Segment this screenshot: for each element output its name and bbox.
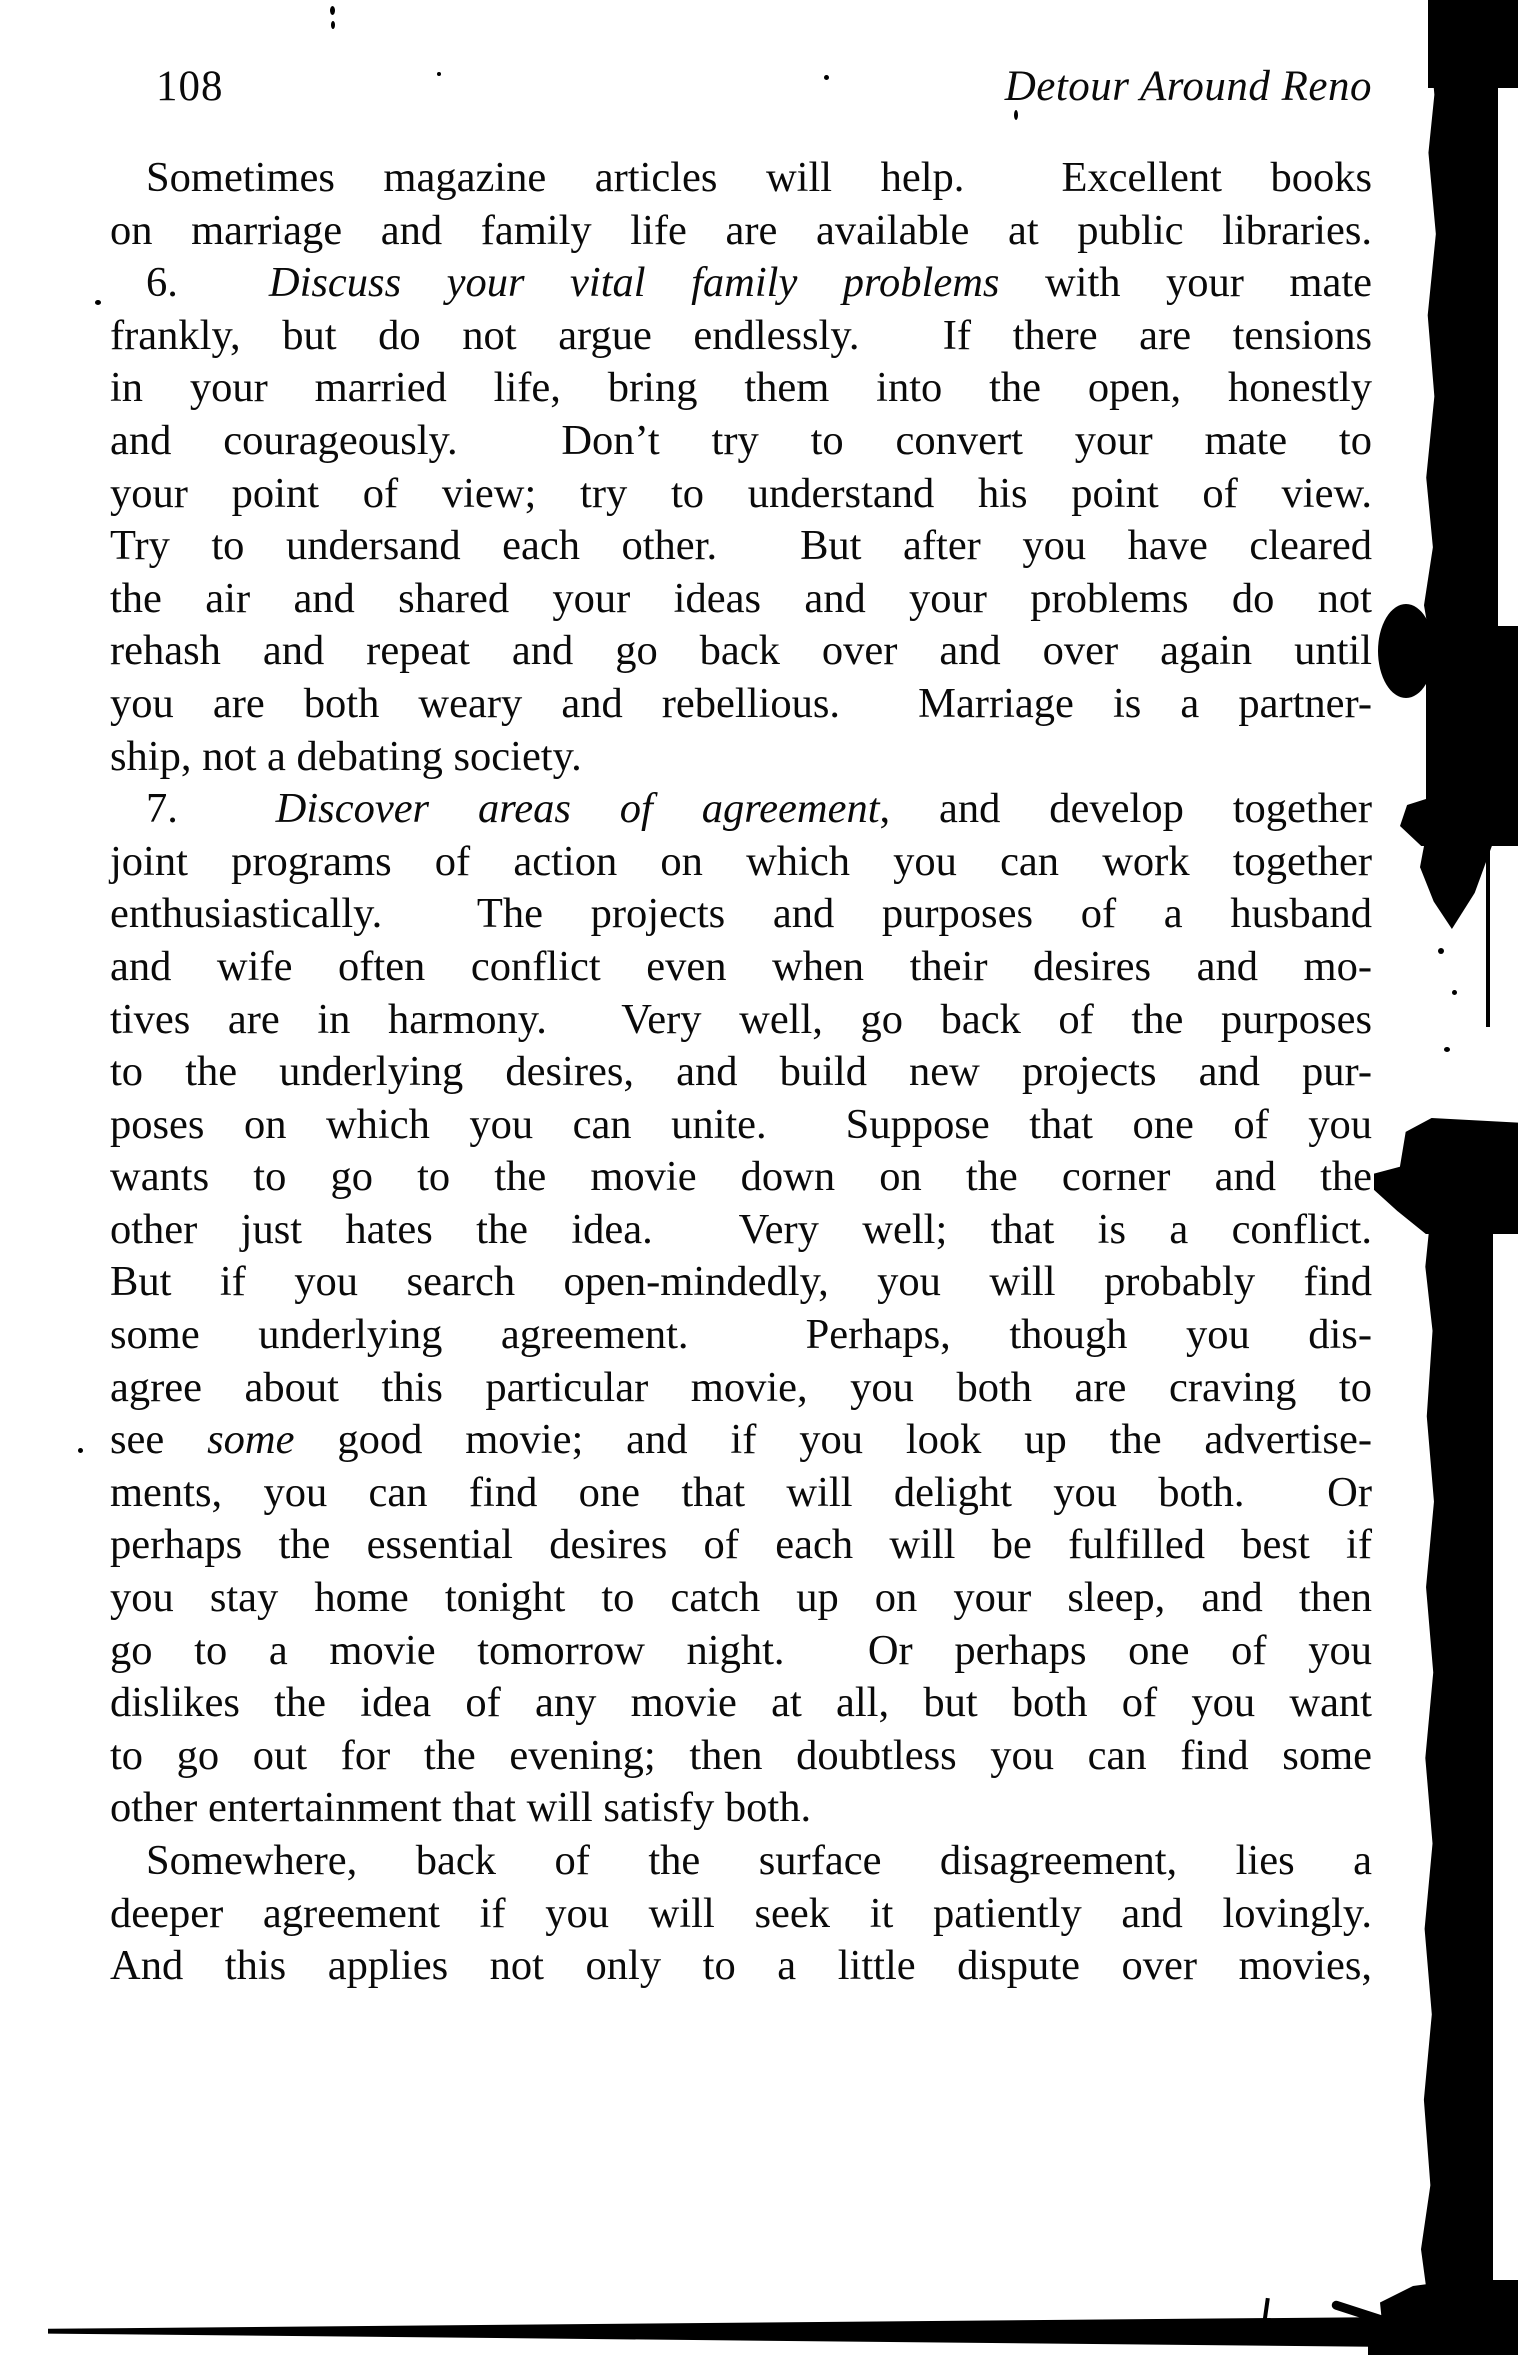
text-line: [110, 1256, 1372, 1309]
text-block: [110, 152, 1372, 1993]
scan-artifact-ink-blob-upper: [1378, 604, 1434, 698]
body-text: your point of view; try to understand his point of view.: [110, 469, 1372, 517]
dust-speck: [1014, 110, 1018, 120]
page-number: 108: [156, 63, 224, 110]
page-header: [110, 62, 1372, 112]
text-line: [110, 783, 1372, 836]
body-text: see: [110, 1416, 208, 1464]
body-text: good movie; and if you look up the advertise-: [294, 1416, 1372, 1464]
body-text: some underlying agreement. Perhaps, though you dis-: [110, 1311, 1372, 1359]
body-text: ship, not a debating society.: [110, 732, 582, 780]
text-line: [110, 573, 1372, 626]
text-line: [110, 625, 1372, 678]
text-line: [110, 1940, 1372, 1993]
body-text: in your married life, bring them into the open, honestly: [110, 364, 1372, 412]
text-line: [110, 257, 1372, 310]
body-text: tives are in harmony. Very well, go back of the purposes: [110, 995, 1372, 1043]
scan-artifact-lower-band: [1421, 1224, 1493, 2292]
body-text: deeper agreement if you will seek it patiently and lovingly.: [110, 1889, 1372, 1937]
body-text: 6.: [146, 259, 269, 307]
scan-artifact-mid-band: [1426, 626, 1518, 804]
body-text: with your mate: [999, 259, 1373, 307]
body-text: rehash and repeat and go back over and over again until: [110, 627, 1372, 675]
text-line: [110, 1151, 1372, 1204]
body-text: wants to go to the movie down on the corner and the: [110, 1153, 1372, 1201]
body-text: poses on which you can unite. Suppose that one of you: [110, 1100, 1372, 1148]
body-text: the air and shared your ideas and your problems do not: [110, 574, 1372, 622]
body-text: Somewhere, back of the surface disagreement, lies a: [146, 1837, 1372, 1884]
body-text: on marriage and family life are available at public libraries.: [110, 206, 1372, 254]
text-line: [110, 1888, 1372, 1941]
text-line: [110, 1414, 1372, 1467]
running-title: Detour Around Reno: [1004, 63, 1372, 110]
text-line: [110, 1677, 1372, 1730]
italic-text: Discover areas of agreement: [275, 785, 880, 833]
dust-speck: [78, 1448, 83, 1453]
body-text: Sometimes magazine articles will help. Excellent books: [146, 154, 1372, 201]
text-line: [110, 678, 1372, 731]
text-line: [110, 1046, 1372, 1099]
text-line: [110, 1730, 1372, 1783]
paragraph: [110, 783, 1372, 1835]
scan-artifact-bottom-rule: [48, 2316, 1432, 2348]
text-line: [110, 310, 1372, 363]
text-line: [110, 1099, 1372, 1152]
text-line: [110, 836, 1372, 889]
italic-text: some: [207, 1416, 295, 1464]
body-text: and courageously. Don’t try to convert your mate to: [110, 416, 1372, 464]
body-text: 7.: [146, 785, 276, 833]
paragraph: [110, 1835, 1372, 1993]
body-text: perhaps the essential desires of each will be fulfilled best if: [110, 1521, 1372, 1569]
paragraph: [110, 152, 1372, 257]
body-text: And this applies not only to a little dispute over movies,: [110, 1942, 1372, 1990]
text-line: [110, 415, 1372, 468]
body-text: to the underlying desires, and build new projects and pur-: [110, 1048, 1372, 1096]
scan-artifact-ink-blob-lower: [1374, 1118, 1518, 1234]
text-line: [110, 1835, 1372, 1888]
scan-artifact-thin-line: [1486, 845, 1490, 1027]
text-line: [110, 205, 1372, 258]
dust-speck: [1444, 1047, 1450, 1052]
body-text: Try to undersand each other. But after you have cleared: [110, 522, 1372, 570]
body-text: other just hates the idea. Very well; that is a conflict.: [110, 1205, 1372, 1253]
dust-speck: [331, 21, 335, 29]
text-line: [110, 1204, 1372, 1257]
text-line: [110, 994, 1372, 1047]
body-text: go to a movie tomorrow night. Or perhaps one of you: [110, 1626, 1372, 1674]
text-line: [110, 1782, 1372, 1835]
text-line: [110, 362, 1372, 415]
scan-artifact-mid-flare: [1400, 796, 1518, 846]
body-text: dislikes the idea of any movie at all, but both of you want: [110, 1679, 1372, 1727]
body-text: ments, you can find one that will delight you both. Or: [110, 1468, 1372, 1516]
text-line: [110, 1625, 1372, 1678]
text-line: [110, 152, 1372, 205]
text-line: [110, 888, 1372, 941]
body-text: frankly, but do not argue endlessly. If there are tensions: [110, 311, 1372, 359]
scan-artifact-taper: [1420, 843, 1496, 929]
text-line: [110, 1519, 1372, 1572]
text-line: [110, 941, 1372, 994]
dust-speck: [95, 300, 101, 305]
italic-text: Discuss your vital family problems: [268, 259, 1000, 307]
text-line: [110, 520, 1372, 573]
body-text: other entertainment that will satisfy both.: [110, 1784, 812, 1832]
body-text: But if you search open-mindedly, you will probably find: [110, 1258, 1372, 1306]
paragraph: [110, 257, 1372, 783]
text-line: [110, 731, 1372, 784]
scan-artifact-upper-band: [1424, 60, 1498, 640]
body-text: you stay home tonight to catch up on your sleep, and then: [110, 1574, 1372, 1622]
body-text: to go out for the evening; then doubtless you can find some: [110, 1731, 1372, 1779]
dust-speck: [824, 75, 829, 80]
body-text: agree about this particular movie, you both are craving to: [110, 1363, 1372, 1411]
body-text: joint programs of action on which you can work together: [110, 837, 1372, 885]
text-line: [110, 1572, 1372, 1625]
text-line: [110, 468, 1372, 521]
text-line: [110, 1309, 1372, 1362]
body-text: enthusiastically. The projects and purposes of a husband: [110, 890, 1372, 938]
dust-speck: [1438, 948, 1444, 954]
dust-speck: [1452, 990, 1457, 995]
body-text: you are both weary and rebellious. Marriage is a partner-: [110, 679, 1372, 727]
body-text: , and develop together: [879, 785, 1372, 833]
dust-speck: [437, 72, 441, 76]
text-line: [110, 1467, 1372, 1520]
text-line: [110, 1362, 1372, 1415]
body-text: and wife often conflict even when their desires and mo-: [110, 942, 1372, 990]
dust-speck: [330, 6, 335, 15]
